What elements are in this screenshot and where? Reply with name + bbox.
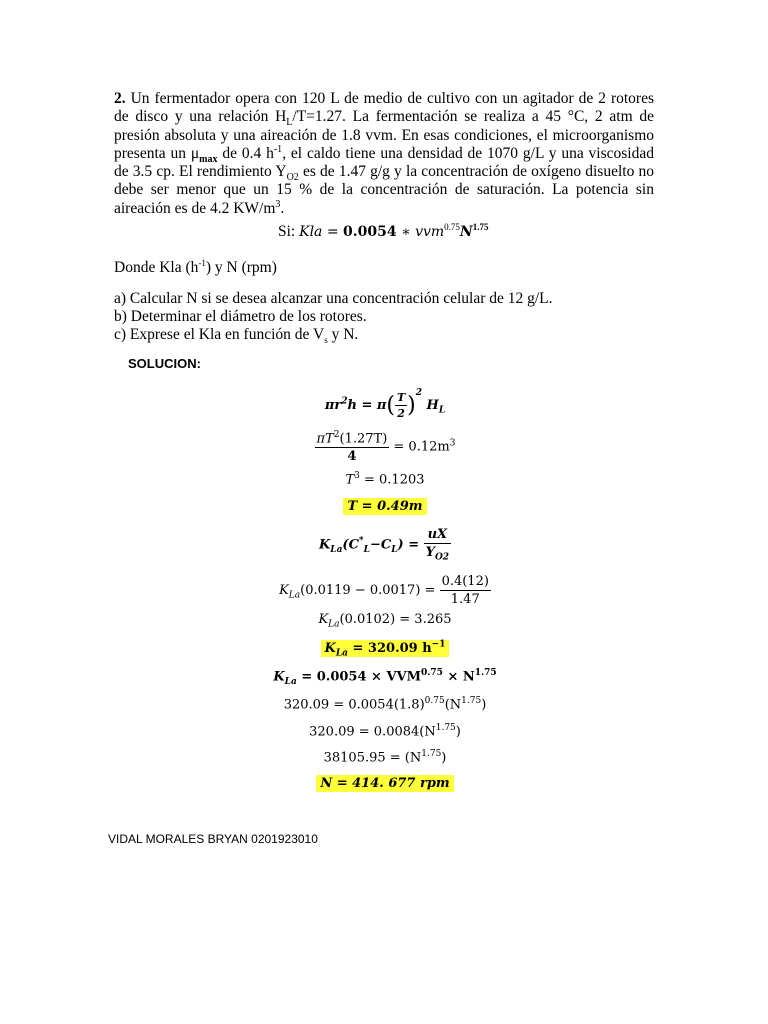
equation-oxygen-balance: $K_{La}(C^*_L-C_L)$ = $\frac{uX}{Y_{O2}}$: [318, 527, 450, 563]
equation-kla-substituted: $K_{La}(0.0119 - 0.0017)$ = $\frac{0.4(12)}{1.47}$: [279, 574, 489, 607]
solution-heading: SOLUCION:: [128, 356, 201, 371]
question-b: b) Determinar el diámetro de los rotores.: [114, 308, 367, 325]
result-diameter: T = 0.49m: [200, 499, 570, 514]
problem-number: 2.: [114, 90, 126, 107]
equation-n-step2: $320.09 = 0.0084(N^{1.75})$: [309, 723, 461, 740]
equation-n-step1: $320.09 = 0.0054(1.8)^{0.75}(N^{1.75})$: [283, 696, 487, 713]
problem-statement: 2. Un fermentador opera con 120 L de medio de cultivo con un agitador de 2 rotores de disco y una relación $H_L/T=1.27$. La fermentación se realiza a 45 °C, 2 atm de presión absoluta y una aireación de 1.8 vvm. En esas condiciones, el microorganismo presenta un $\mu_{max}$ de 0.4 $h^{-1}$, el caldo tiene una densidad de 1070 g/L y una viscosidad de 3.5 cp. El rendimiento $Y_{O2}$ es de 1.47 g/g y la concentración de oxígeno disuelto no debe ser menor que un 15 % de la concentración de saturación. La potencia sin aireación es de 4.2 $KW/m^3$.: [114, 90, 654, 217]
equation-kla-simplified: $K_{La}(0.0102) = 3.265$: [318, 612, 452, 630]
equation-t-cubed: $T^3 = 0.1203$: [345, 471, 425, 488]
questions-list: [114, 290, 553, 349]
author-name: VIDAL MORALES BRYAN 0201923010: [108, 832, 318, 846]
given-equation: Si: Kla = 0.0054 ∗ $vvm^{0.75}N^{1.75}$: [278, 222, 489, 241]
units-note: Donde Kla $(h^{-1})$ y N (rpm): [114, 258, 277, 277]
equation-n-step3: $38105.95 = (N^{1.75})$: [323, 749, 447, 766]
result-kla: $K_{La} = 320.09$ $h^{-1}$: [200, 640, 570, 659]
question-c: c) Exprese el Kla en función de $V_s$ y N.: [114, 326, 359, 346]
equation-volume-value: $\frac{\pi T^2(1.27T)}{4}$ = $0.12m^3$: [316, 430, 456, 465]
question-a: a) Calcular N si se desea alcanzar una concentración celular de 12 g/L.: [114, 290, 553, 307]
equation-volume: $\pi r^2h = \pi$( $\frac{T}{2}$ )$^2$ $H_L$: [324, 388, 446, 420]
result-speed: N = 414. 677 rpm: [200, 776, 570, 791]
equation-kla-correlation: $K_{La} = 0.0054 \times VVM^{0.75} \times N^{1.75}$: [273, 668, 497, 687]
